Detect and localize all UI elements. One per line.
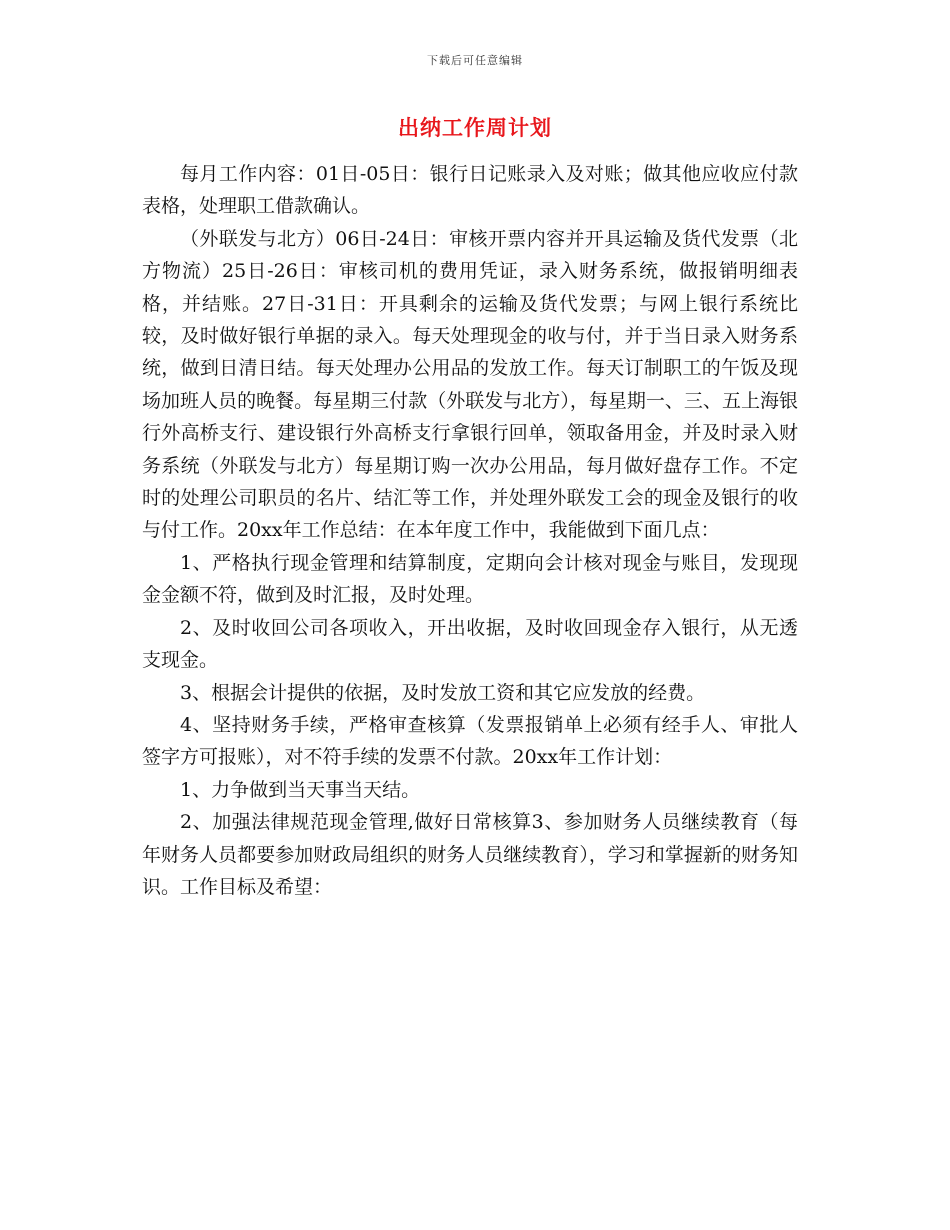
header-note: 下载后可任意编辑 [427,54,523,67]
paragraph: 3、根据会计提供的依据，及时发放工资和其它应发放的经费。 [180,681,706,704]
paragraph: 每月工作内容：01日-05日：银行日记账录入及对账；做其他应收应付款表格，处理职工借款确认。 [142,163,798,218]
paragraph: （外联发与北方）06日-24日：审核开票内容并开具运输及货代发票（北方物流）25日-26日：审核司机的费用凭证，录入财务系统，做报销明细表格，并结账。27日-31日：开具剩余的运输及货代发票；与网上银行系统比较，及时做好银行单据的录入。每天处理现金的收与付，并于当日录入财务系统，做到日清日结。每天处理办公用品的发放工作。每天订制职工的午饭及现场加班人员的晚餐。每星期三付款（外联发与北方），每星期一、三、五上海银行外高桥支行、建设银行外高桥支行拿银行回单，领取备用金，并及时录入财务系统（外联发与北方）每星期订购一次办公用品，每月做好盘存工作。不定时的处理公司职员的名片、结汇等工作，并处理外联发工会的现金及银行的收与付工作。20xx年工作总结：在本年度工作中，我能做到下面几点： [142,227,798,542]
paragraph: 1、严格执行现金管理和结算制度，定期向会计核对现金与账目，发现现金金额不符，做到及时汇报，及时处理。 [142,551,798,607]
paragraph: 4、坚持财务手续，严格审查核算（发票报销单上必须有经手人、审批人签字方可报账），对不符手续的发票不付款。20xx年工作计划： [142,713,798,769]
paragraph: 2、及时收回公司各项收入，开出收据，及时收回现金存入银行，从无透支现金。 [142,616,798,672]
page-title: 出纳工作周计划 [398,116,552,140]
paragraph: 1、力争做到当天事当天结。 [180,778,421,801]
document-body [142,158,798,903]
paragraph: 2、加强法律规范现金管理,做好日常核算3、参加财务人员继续教育（每年财务人员都要参加财政局组织的财务人员继续教育），学习和掌握新的财务知识。工作目标及希望： [142,811,798,898]
